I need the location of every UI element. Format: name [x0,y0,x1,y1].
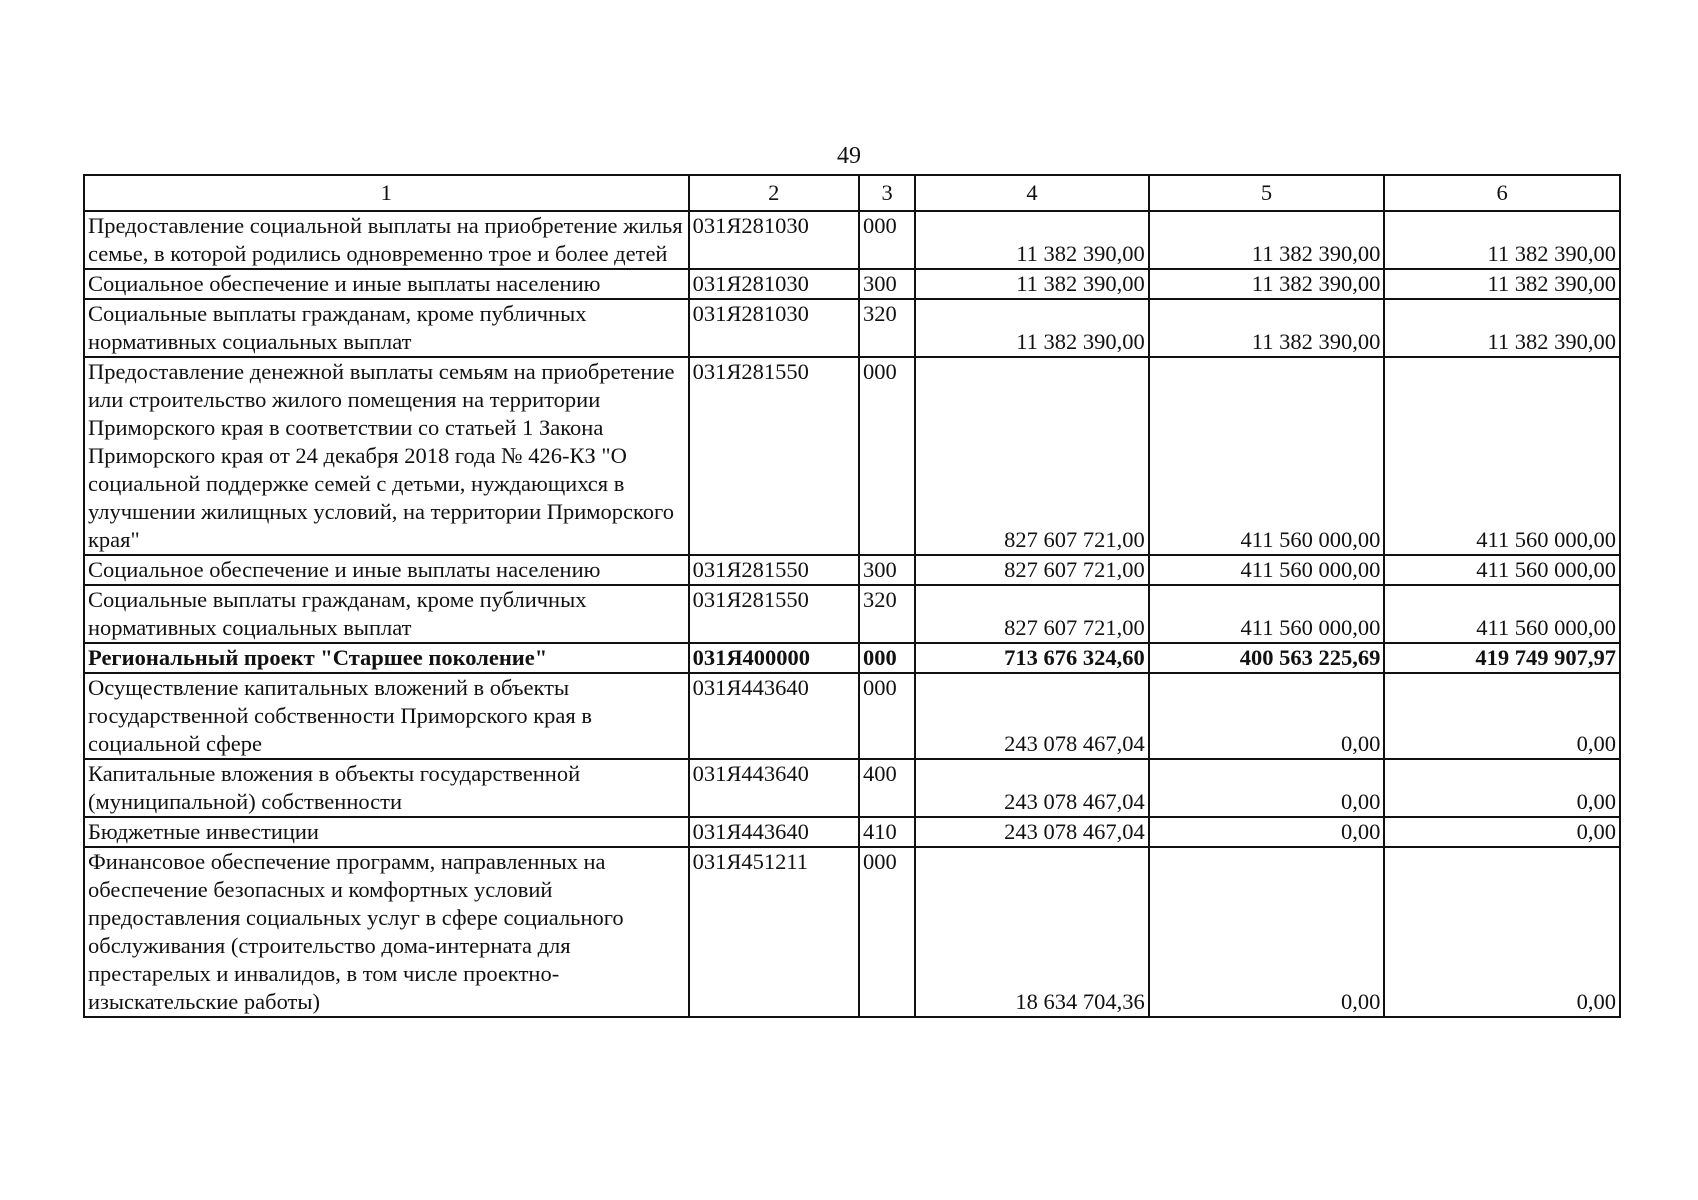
table-row [84,211,1620,269]
row-code: 031Я400000 [689,643,859,673]
budget-table [83,174,1621,1018]
row-expense-type: 320 [859,585,915,643]
row-expense-type: 000 [859,357,915,555]
row-expense-type: 000 [859,847,915,1017]
row-amount-col5: 0,00 [1149,673,1385,759]
row-amount-col5: 400 563 225,69 [1149,643,1385,673]
row-name: Финансовое обеспечение программ, направленных на обеспечение безопасных и комфортных условий предоставления социальных услуг в сфере социального обслуживания (строительство дома-интерната для престарелых и инвалидов, в том числе проектно-изыскательские работы) [84,847,689,1017]
column-header: 1 [84,175,689,211]
row-amount-col6: 419 749 907,97 [1384,643,1620,673]
table-row [84,269,1620,299]
row-expense-type: 320 [859,299,915,357]
row-code: 031Я281030 [689,299,859,357]
row-name: Социальное обеспечение и иные выплаты населению [84,555,689,585]
row-expense-type: 000 [859,211,915,269]
row-amount-col6: 411 560 000,00 [1384,555,1620,585]
row-name: Предоставление денежной выплаты семьям на приобретение или строительство жилого помещения на территории Приморского края в соответствии со статьей 1 Закона Приморского края от 24 декабря 2018 года № 426-КЗ "О социальной поддержке семей с детьми, нуждающихся в улучшении жилищных условий, на территории Приморского края" [84,357,689,555]
row-name: Социальные выплаты гражданам, кроме публичных нормативных социальных выплат [84,299,689,357]
row-expense-type: 300 [859,269,915,299]
row-amount-col4: 18 634 704,36 [915,847,1149,1017]
row-name: Социальные выплаты гражданам, кроме публичных нормативных социальных выплат [84,585,689,643]
row-amount-col6: 0,00 [1384,759,1620,817]
row-amount-col6: 11 382 390,00 [1384,269,1620,299]
table-row [84,817,1620,847]
row-amount-col4: 11 382 390,00 [915,299,1149,357]
row-name: Бюджетные инвестиции [84,817,689,847]
row-expense-type: 000 [859,673,915,759]
table-row [84,759,1620,817]
row-expense-type: 400 [859,759,915,817]
row-amount-col4: 243 078 467,04 [915,817,1149,847]
row-expense-type: 300 [859,555,915,585]
row-amount-col6: 0,00 [1384,817,1620,847]
row-amount-col6: 0,00 [1384,847,1620,1017]
row-amount-col5: 0,00 [1149,759,1385,817]
row-expense-type: 410 [859,817,915,847]
row-amount-col5: 411 560 000,00 [1149,357,1385,555]
row-code: 031Я451211 [689,847,859,1017]
row-amount-col4: 713 676 324,60 [915,643,1149,673]
row-amount-col5: 411 560 000,00 [1149,555,1385,585]
row-code: 031Я281550 [689,555,859,585]
column-header: 6 [1384,175,1620,211]
table-row [84,555,1620,585]
row-name: Региональный проект "Старшее поколение" [84,643,689,673]
row-expense-type: 000 [859,643,915,673]
row-amount-col4: 827 607 721,00 [915,555,1149,585]
table-row [84,585,1620,643]
row-amount-col4: 827 607 721,00 [915,585,1149,643]
column-header: 4 [915,175,1149,211]
row-code: 031Я281550 [689,357,859,555]
table-row [84,357,1620,555]
row-amount-col6: 411 560 000,00 [1384,357,1620,555]
row-name: Капитальные вложения в объекты государственной (муниципальной) собственности [84,759,689,817]
row-code: 031Я443640 [689,817,859,847]
row-amount-col5: 11 382 390,00 [1149,211,1385,269]
row-name: Предоставление социальной выплаты на приобретение жилья семье, в которой родились одновременно трое и более детей [84,211,689,269]
row-amount-col6: 11 382 390,00 [1384,299,1620,357]
row-amount-col6: 0,00 [1384,673,1620,759]
table-header-row [84,175,1620,211]
row-amount-col5: 0,00 [1149,817,1385,847]
table-row [84,673,1620,759]
row-code: 031Я443640 [689,673,859,759]
row-amount-col6: 411 560 000,00 [1384,585,1620,643]
row-amount-col4: 243 078 467,04 [915,759,1149,817]
row-amount-col4: 243 078 467,04 [915,673,1149,759]
row-name: Социальное обеспечение и иные выплаты населению [84,269,689,299]
table-row [84,299,1620,357]
table-row [84,847,1620,1017]
row-code: 031Я281030 [689,211,859,269]
column-header: 5 [1149,175,1385,211]
page-number: 49 [837,143,861,169]
row-code: 031Я281550 [689,585,859,643]
row-amount-col6: 11 382 390,00 [1384,211,1620,269]
row-amount-col5: 0,00 [1149,847,1385,1017]
row-amount-col4: 827 607 721,00 [915,357,1149,555]
row-name: Осуществление капитальных вложений в объекты государственной собственности Приморского края в социальной сфере [84,673,689,759]
row-code: 031Я443640 [689,759,859,817]
column-header: 3 [859,175,915,211]
table-row [84,643,1620,673]
row-amount-col5: 411 560 000,00 [1149,585,1385,643]
row-code: 031Я281030 [689,269,859,299]
column-header: 2 [689,175,859,211]
row-amount-col5: 11 382 390,00 [1149,299,1385,357]
row-amount-col4: 11 382 390,00 [915,211,1149,269]
row-amount-col5: 11 382 390,00 [1149,269,1385,299]
row-amount-col4: 11 382 390,00 [915,269,1149,299]
